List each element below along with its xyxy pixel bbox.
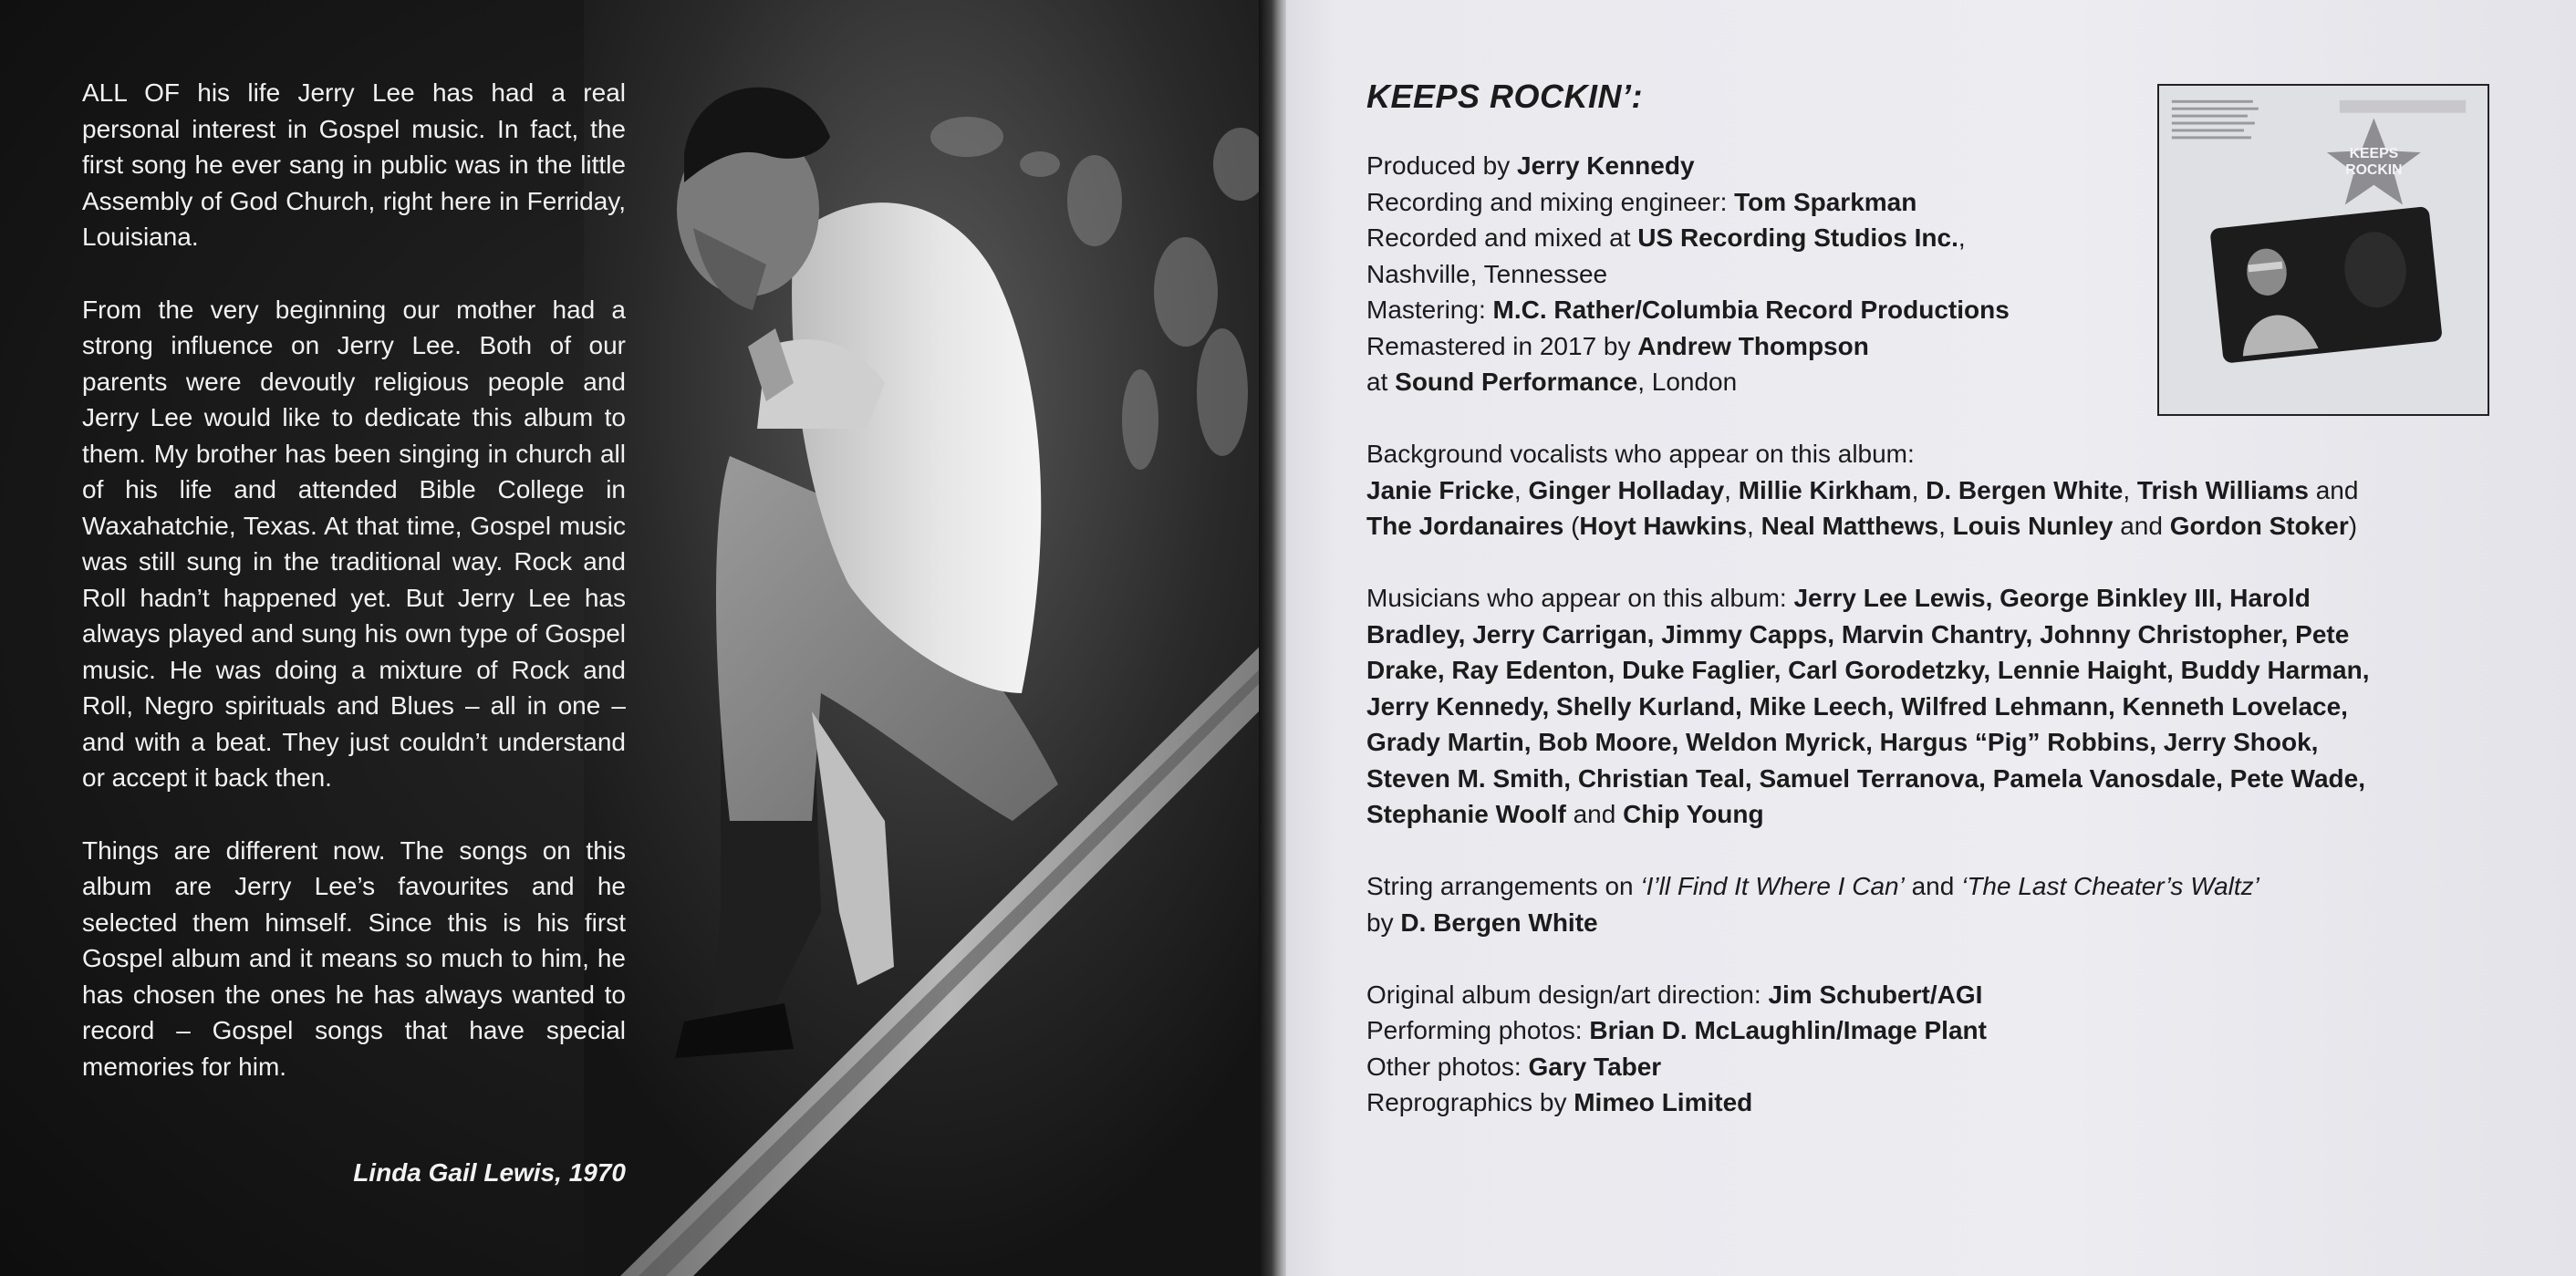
musicians-line: Grady Martin, Bob Moore, Weldon Myrick, Hargus “Pig” Robbins, Jerry Shook,	[1366, 728, 2319, 756]
credit-line: Other photos: Gary Taber	[1366, 1052, 1662, 1081]
essay-signature: Linda Gail Lewis, 1970	[353, 1158, 626, 1187]
musicians-line: Steven M. Smith, Christian Teal, Samuel Terranova, Pamela Vanosdale, Pete Wade,	[1366, 763, 2365, 793]
credit-line: Recorded and mixed at US Recording Studios Inc.,	[1366, 223, 1966, 252]
musicians-line: Jerry Kennedy, Shelly Kurland, Mike Leech, Wilfred Lehmann, Kenneth Lovelace,	[1366, 691, 2348, 721]
musicians-line: Drake, Ray Edenton, Duke Faglier, Carl Gorodetzky, Lennie Haight, Buddy Harman,	[1366, 656, 2370, 684]
credit-line: Mastering: M.C. Rather/Columbia Record Productions	[1366, 296, 2010, 324]
credit-line: Recording and mixing engineer: Tom Sparkman	[1366, 187, 1917, 216]
musicians-line: Stephanie Woolf and Chip Young	[1366, 800, 1764, 828]
essay-paragraph: Things are different now. The songs on this album are Jerry Lee’s favourites and he selected them himself. Since this is his first Gospel album and it means so much to him, he has chosen the ones he has always wanted to record – Gospel songs that have special memories for him.	[82, 835, 626, 1081]
portrait-photo	[584, 0, 1277, 1276]
vocalists-line: The Jordanaires (Hoyt Hawkins, Neal Matthews, Louis Nunley and Gordon Stoker)	[1366, 512, 2358, 540]
musicians-credits	[1366, 580, 2498, 833]
credit-line: Original album design/art direction: Jim Schubert/AGI	[1366, 980, 1983, 1009]
essay-text	[82, 75, 626, 1121]
credit-line: Reprographics by Mimeo Limited	[1366, 1088, 1753, 1116]
album-cover-art	[2159, 86, 2488, 414]
strings-credits	[1366, 868, 2461, 940]
credit-line: Nashville, Tennessee	[1366, 259, 1608, 288]
strings-line: by D. Bergen White	[1366, 908, 1598, 937]
musicians-line: Musicians who appear on this album: Jerry Lee Lewis, George Binkley III, Harold	[1366, 584, 2311, 612]
essay-paragraph: From the very beginning our mother had a strong influence on Jerry Lee. Both of our parents were devoutly religious people and Jerry Lee would like to dedicate this album to them. My brother has been singing in church all of his life and attended Bible College in Waxahatchie, Texas. At that time, Gospel music was still sung in the traditional way. Rock and Roll hadn’t happened yet. But Jerry Lee has always played and sung his own type of Gospel music. He was doing a mixture of Rock and Roll, Negro spirituals and Blues – all in one – and with a beat. They just couldn’t understand or accept it back then.	[82, 295, 626, 792]
credits-title: KEEPS ROCKIN’:	[1366, 78, 1644, 115]
thumb-title-line1: KEEPS	[2349, 146, 2399, 162]
strings-line: String arrangements on ‘I’ll Find It Where I Can’ and ‘The Last Cheater’s Waltz’	[1366, 872, 2259, 900]
left-page	[0, 0, 1277, 1276]
thumb-title-line2: ROCKIN	[2345, 161, 2403, 178]
credit-line: Performing photos: Brian D. McLaughlin/Image Plant	[1366, 1016, 1987, 1044]
musicians-line: Bradley, Jerry Carrigan, Jimmy Capps, Marvin Chantry, Johnny Christopher, Pete	[1366, 619, 2350, 648]
right-page	[1286, 0, 2576, 1276]
essay-paragraph: ALL OF his life Jerry Lee has had a real personal interest in Gospel music. In fact, the first song he ever sang in public was in the little Assembly of God Church, right here in Ferriday, Louisiana.	[82, 78, 626, 251]
art-credits	[1366, 977, 2461, 1121]
vocalists-line: Janie Fricke, Ginger Holladay, Millie Kirkham, D. Bergen White, Trish Williams and	[1366, 475, 2359, 504]
credit-line: at Sound Performance, London	[1366, 368, 1738, 396]
vocalists-credits	[1366, 436, 2498, 545]
album-cover-thumbnail	[2157, 84, 2489, 416]
credit-line: Produced by Jerry Kennedy	[1366, 151, 1695, 180]
vocalists-intro: Background vocalists who appear on this album:	[1366, 440, 1915, 468]
credit-line: Remastered in 2017 by Andrew Thompson	[1366, 331, 1869, 360]
